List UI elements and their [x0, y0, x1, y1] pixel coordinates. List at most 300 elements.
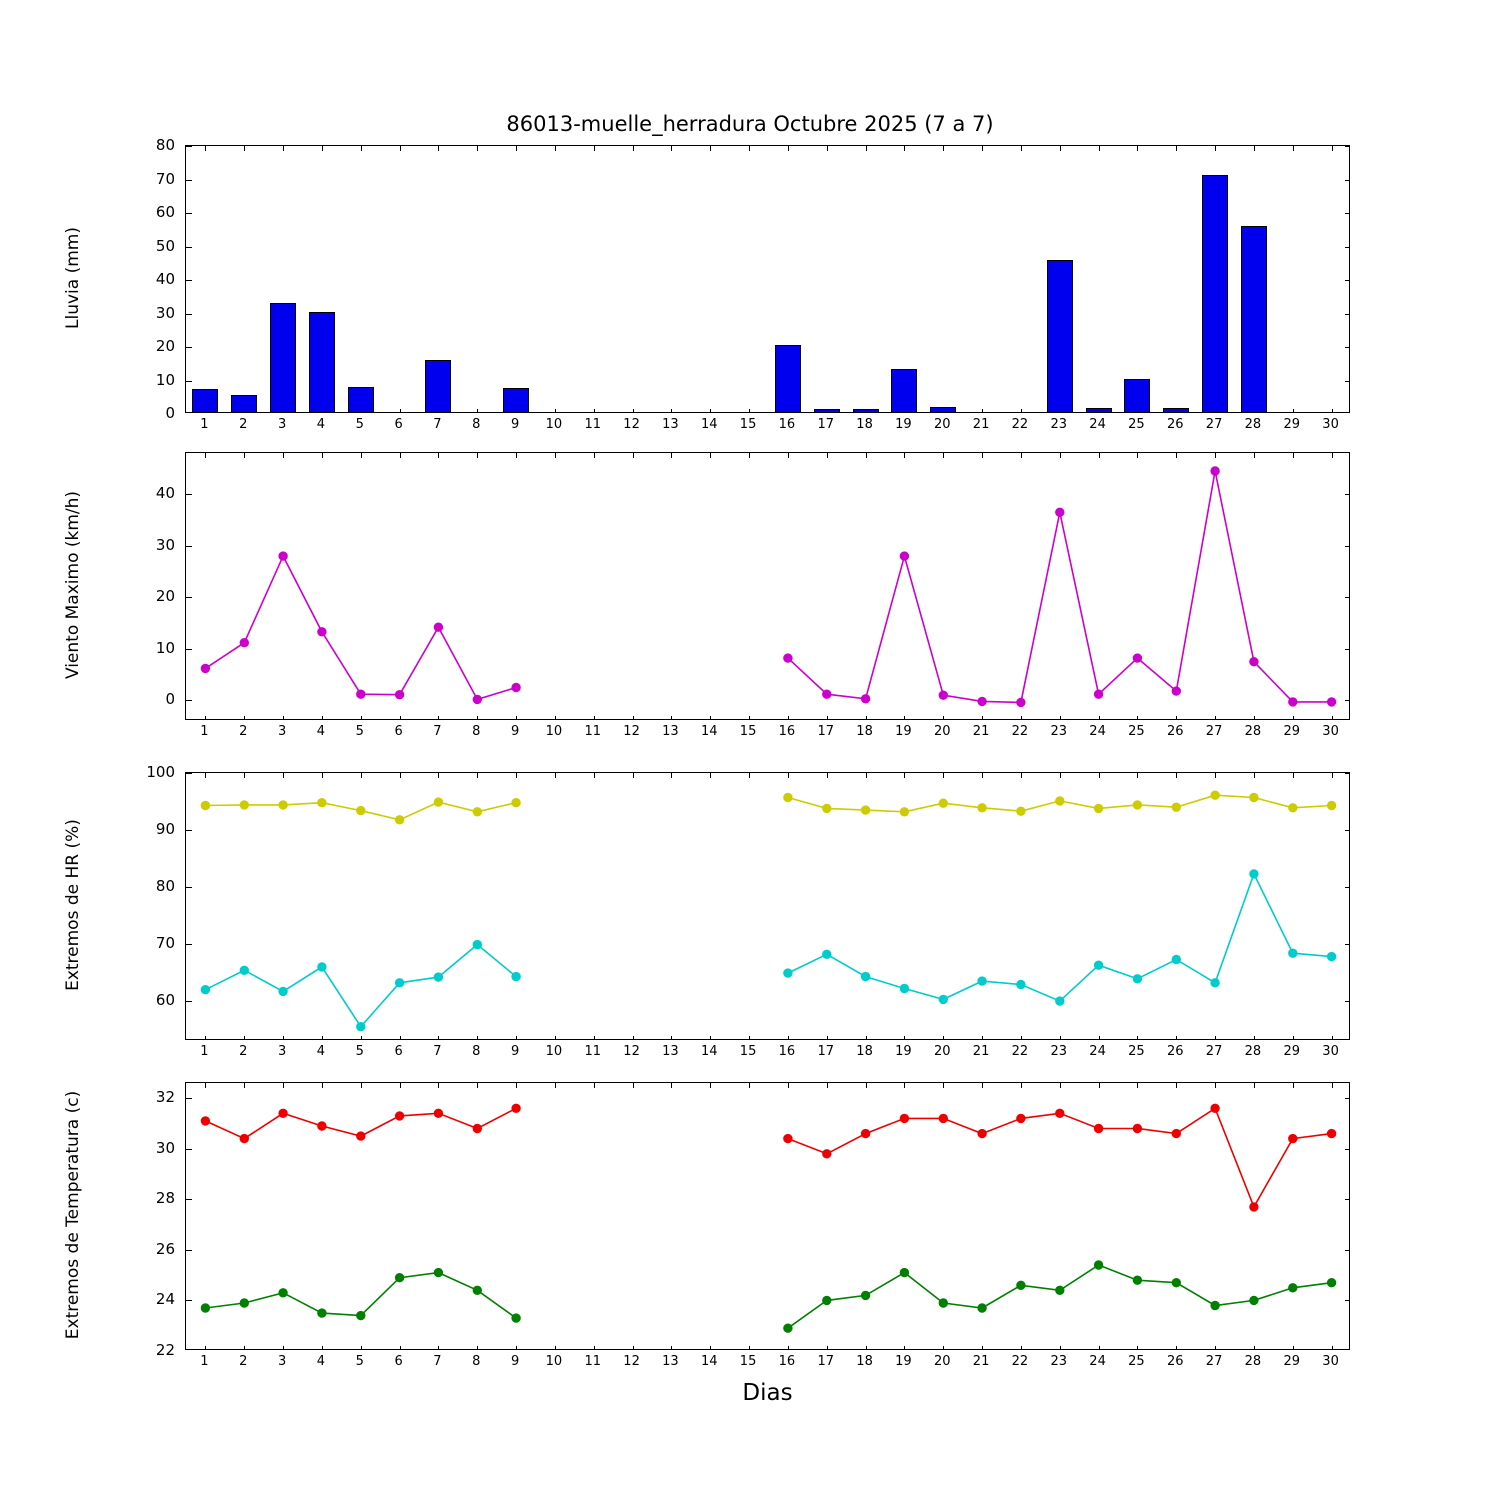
y-tick-mark [186, 213, 192, 214]
line-viento-0 [788, 471, 1332, 702]
point-temperatura-0-day-25 [1133, 1124, 1141, 1132]
point-temperatura-0-day-21 [978, 1129, 986, 1137]
point-humedad-1-day-2 [240, 966, 248, 974]
x-tick-label: 6 [394, 1044, 403, 1059]
bar-day-2 [231, 395, 257, 412]
y-tick-mark [1345, 347, 1349, 348]
point-viento-0-day-28 [1250, 658, 1258, 666]
point-viento-0-day-9 [512, 683, 520, 691]
point-temperatura-1-day-29 [1289, 1284, 1297, 1292]
x-tick-label: 14 [700, 724, 718, 739]
point-temperatura-0-day-26 [1172, 1129, 1180, 1137]
x-tick-label: 20 [933, 1044, 951, 1059]
x-tick-mark [1332, 146, 1333, 151]
y-tick-mark [1345, 180, 1349, 181]
y-tick-mark [186, 314, 192, 315]
x-tick-label: 27 [1205, 724, 1223, 739]
point-temperatura-1-day-9 [512, 1314, 520, 1322]
x-tick-label: 19 [895, 417, 912, 432]
x-tick-label: 6 [394, 417, 403, 432]
x-tick-label: 25 [1128, 724, 1145, 739]
x-tick-mark [438, 146, 439, 151]
x-tick-label: 24 [1089, 724, 1106, 739]
point-humedad-1-day-22 [1017, 980, 1025, 988]
y-tick-label: 10 [155, 370, 175, 389]
point-temperatura-1-day-30 [1327, 1279, 1335, 1287]
y-tick-mark [1345, 314, 1349, 315]
x-tick-mark [1332, 409, 1333, 412]
point-humedad-1-day-19 [900, 984, 908, 992]
point-temperatura-1-day-19 [900, 1268, 908, 1276]
x-tick-label: 12 [623, 1044, 640, 1059]
x-tick-label: 16 [778, 724, 796, 739]
point-temperatura-0-day-27 [1211, 1104, 1219, 1112]
x-tick-label: 26 [1166, 417, 1184, 432]
point-temperatura-0-day-20 [939, 1114, 947, 1122]
point-temperatura-0-day-24 [1094, 1124, 1102, 1132]
x-tick-mark [244, 146, 245, 151]
y-tick-label: 10 [155, 638, 175, 657]
x-tick-label: 18 [856, 1354, 873, 1369]
point-viento-0-day-2 [240, 639, 248, 647]
y-axis-label-viento: Viento Maximo (km/h) [63, 490, 83, 680]
x-tick-label: 2 [239, 724, 248, 739]
x-tick-label: 21 [972, 1354, 990, 1369]
bar-day-17 [814, 409, 840, 412]
x-tick-label: 13 [662, 417, 679, 432]
x-tick-label: 26 [1166, 1044, 1184, 1059]
x-tick-label: 10 [545, 724, 563, 739]
x-tick-label: 15 [739, 417, 757, 432]
x-tick-label: 13 [662, 1044, 679, 1059]
x-tick-label: 23 [1050, 417, 1068, 432]
line-humedad-1 [788, 874, 1332, 1001]
y-tick-label: 80 [155, 136, 175, 154]
x-tick-label: 4 [316, 417, 326, 432]
point-viento-0-day-21 [978, 697, 986, 705]
x-tick-label: 11 [584, 417, 602, 432]
x-tick-label: 23 [1050, 1044, 1068, 1059]
y-tick-label: 20 [155, 587, 175, 606]
panel-viento [185, 452, 1350, 720]
panel-temperatura [185, 1082, 1350, 1350]
y-tick-mark [186, 180, 192, 181]
point-temperatura-0-day-4 [318, 1122, 326, 1130]
y-tick-label: 20 [155, 337, 175, 355]
y-tick-label: 40 [155, 270, 175, 288]
point-temperatura-1-day-23 [1056, 1286, 1064, 1294]
point-temperatura-0-day-9 [512, 1104, 520, 1112]
plot-area-temperatura [186, 1083, 1349, 1349]
y-tick-mark [186, 247, 192, 248]
x-tick-mark [866, 146, 867, 151]
x-tick-label: 21 [972, 724, 990, 739]
point-temperatura-1-day-4 [318, 1309, 326, 1317]
point-humedad-0-day-23 [1056, 797, 1064, 805]
x-tick-mark [205, 146, 206, 151]
x-tick-label: 3 [277, 1044, 287, 1059]
x-tick-mark [555, 146, 556, 151]
x-tick-label: 10 [545, 417, 563, 432]
point-temperatura-0-day-18 [861, 1129, 869, 1137]
x-tick-label: 23 [1050, 724, 1068, 739]
y-axis-label-lluvia: Lluvia (mm) [63, 227, 83, 329]
x-tick-label: 17 [817, 1044, 835, 1059]
point-humedad-0-day-21 [978, 804, 986, 812]
y-tick-label: 80 [155, 877, 175, 896]
point-temperatura-1-day-7 [434, 1268, 442, 1276]
y-axis-label-temperatura: Extremos de Temperatura (c) [63, 1090, 83, 1340]
point-humedad-0-day-2 [240, 801, 248, 809]
x-tick-label: 20 [933, 724, 951, 739]
point-humedad-1-day-7 [434, 973, 442, 981]
x-tick-label: 22 [1011, 1354, 1029, 1369]
point-humedad-0-day-22 [1017, 807, 1025, 815]
x-tick-label: 22 [1011, 1044, 1029, 1059]
x-tick-mark [283, 146, 284, 151]
line-viento-0 [205, 556, 516, 699]
x-tick-label: 29 [1283, 417, 1301, 432]
point-humedad-0-day-19 [900, 808, 908, 816]
x-tick-mark [361, 146, 362, 151]
x-tick-mark [400, 146, 401, 151]
x-tick-label: 11 [584, 1044, 602, 1059]
x-tick-label: 30 [1322, 417, 1339, 432]
x-tick-label: 1 [200, 417, 209, 432]
x-tick-label: 3 [277, 417, 287, 432]
point-temperatura-0-day-29 [1289, 1134, 1297, 1142]
point-temperatura-0-day-22 [1017, 1114, 1025, 1122]
point-viento-0-day-18 [861, 695, 869, 703]
point-humedad-1-day-16 [784, 969, 792, 977]
x-tick-label: 5 [355, 724, 364, 739]
x-tick-label: 4 [316, 1044, 326, 1059]
point-viento-0-day-17 [823, 690, 831, 698]
point-humedad-1-day-27 [1211, 979, 1219, 987]
x-tick-label: 24 [1089, 1044, 1106, 1059]
x-tick-label: 4 [316, 1354, 326, 1369]
x-tick-label: 18 [856, 417, 873, 432]
panel-lluvia [185, 145, 1350, 413]
y-tick-label: 60 [155, 991, 175, 1010]
x-tick-label: 6 [394, 1354, 403, 1369]
x-tick-mark [827, 146, 828, 151]
x-tick-label: 12 [623, 1354, 640, 1369]
y-tick-label: 26 [155, 1239, 175, 1258]
point-humedad-1-day-8 [473, 940, 481, 948]
x-tick-label: 7 [433, 724, 442, 739]
bar-day-23 [1047, 260, 1073, 412]
x-tick-label: 5 [355, 417, 364, 432]
x-tick-label: 27 [1205, 1044, 1223, 1059]
point-viento-0-day-7 [434, 623, 442, 631]
x-tick-mark [1293, 409, 1294, 412]
plot-area-lluvia [186, 146, 1349, 412]
point-humedad-0-day-30 [1327, 801, 1335, 809]
x-tick-label: 13 [662, 1354, 679, 1369]
y-tick-mark [186, 280, 192, 281]
point-humedad-1-day-3 [279, 987, 287, 995]
point-humedad-0-day-25 [1133, 801, 1141, 809]
point-temperatura-1-day-28 [1250, 1296, 1258, 1304]
point-temperatura-0-day-17 [823, 1150, 831, 1158]
x-tick-mark [516, 146, 517, 151]
point-viento-0-day-8 [473, 695, 481, 703]
x-tick-label: 2 [239, 1044, 248, 1059]
x-tick-mark [788, 146, 789, 151]
bar-day-28 [1241, 226, 1267, 412]
point-humedad-0-day-6 [395, 816, 403, 824]
x-tick-label: 16 [778, 417, 796, 432]
x-tick-label: 30 [1322, 724, 1339, 739]
point-humedad-0-day-7 [434, 798, 442, 806]
x-tick-mark [1293, 146, 1294, 151]
point-humedad-0-day-1 [201, 801, 209, 809]
plot-area-humedad [186, 773, 1349, 1039]
x-tick-label: 2 [239, 417, 248, 432]
point-temperatura-1-day-16 [784, 1324, 792, 1332]
point-humedad-1-day-9 [512, 972, 520, 980]
x-tick-mark [982, 146, 983, 151]
x-tick-mark [671, 409, 672, 412]
x-tick-mark [1021, 409, 1022, 412]
x-tick-mark [1137, 146, 1138, 151]
x-tick-mark [477, 146, 478, 151]
x-tick-label: 12 [623, 724, 640, 739]
series-group-viento [186, 453, 1349, 719]
x-tick-label: 6 [394, 724, 403, 739]
y-tick-label: 50 [155, 236, 175, 255]
point-temperatura-1-day-21 [978, 1304, 986, 1312]
point-humedad-0-day-5 [357, 806, 365, 814]
bar-day-24 [1086, 408, 1112, 412]
page-title: 86013-muelle_herradura Octubre 2025 (7 a 7) [506, 112, 994, 136]
x-tick-mark [982, 409, 983, 412]
x-tick-label: 30 [1322, 1044, 1339, 1059]
point-temperatura-0-day-1 [201, 1117, 209, 1125]
x-tick-label: 8 [472, 1044, 481, 1059]
point-viento-0-day-4 [318, 628, 326, 636]
point-humedad-0-day-16 [784, 793, 792, 801]
point-temperatura-1-day-8 [473, 1286, 481, 1294]
y-axis-label-humedad: Extremos de HR (%) [63, 819, 83, 991]
y-tick-label: 30 [155, 535, 175, 554]
x-tick-label: 16 [778, 1354, 796, 1369]
x-tick-label: 8 [472, 1354, 481, 1369]
y-tick-label: 28 [155, 1189, 175, 1208]
bar-day-19 [891, 369, 917, 412]
y-tick-label: 0 [165, 690, 175, 709]
point-humedad-0-day-4 [318, 799, 326, 807]
x-tick-label: 9 [510, 724, 520, 739]
point-humedad-1-day-24 [1094, 961, 1102, 969]
bar-day-16 [775, 345, 801, 412]
x-tick-label: 24 [1089, 1354, 1106, 1369]
x-tick-mark [710, 146, 711, 151]
x-tick-mark [943, 146, 944, 151]
x-tick-mark [1021, 146, 1022, 151]
y-tick-mark [1345, 213, 1349, 214]
x-tick-label: 5 [355, 1354, 364, 1369]
point-viento-0-day-25 [1133, 654, 1141, 662]
x-tick-label: 4 [316, 724, 326, 739]
x-tick-label: 22 [1011, 724, 1029, 739]
point-viento-0-day-23 [1056, 508, 1064, 516]
x-tick-label: 19 [895, 1354, 912, 1369]
x-tick-mark [555, 409, 556, 412]
point-humedad-1-day-6 [395, 979, 403, 987]
bar-day-7 [425, 360, 451, 412]
x-tick-label: 26 [1166, 724, 1184, 739]
x-tick-label: 12 [623, 417, 640, 432]
point-viento-0-day-1 [201, 664, 209, 672]
x-tick-label: 15 [739, 724, 757, 739]
y-tick-mark [1345, 146, 1349, 147]
y-tick-label: 30 [155, 303, 175, 322]
y-tick-label: 0 [165, 404, 175, 422]
x-tick-label: 19 [895, 1044, 912, 1059]
x-tick-label: 23 [1050, 1354, 1068, 1369]
point-temperatura-1-day-22 [1017, 1281, 1025, 1289]
x-tick-label: 25 [1128, 1044, 1145, 1059]
x-tick-mark [633, 409, 634, 412]
x-tick-label: 3 [277, 724, 287, 739]
x-tick-label: 22 [1011, 417, 1029, 432]
point-temperatura-1-day-20 [939, 1299, 947, 1307]
point-temperatura-1-day-25 [1133, 1276, 1141, 1284]
x-tick-mark [594, 146, 595, 151]
line-temperatura-0 [788, 1108, 1332, 1207]
x-tick-label: 17 [817, 724, 835, 739]
y-tick-mark [1345, 381, 1349, 382]
x-tick-label: 27 [1205, 417, 1223, 432]
point-humedad-0-day-8 [473, 808, 481, 816]
x-tick-label: 3 [277, 1354, 287, 1369]
y-tick-label: 32 [155, 1088, 175, 1107]
bar-day-27 [1202, 175, 1228, 412]
x-tick-label: 13 [662, 724, 679, 739]
point-humedad-0-day-3 [279, 801, 287, 809]
point-humedad-0-day-18 [861, 806, 869, 814]
x-tick-mark [710, 409, 711, 412]
x-tick-mark [322, 146, 323, 151]
x-tick-label: 21 [972, 1044, 990, 1059]
point-humedad-0-day-28 [1250, 793, 1258, 801]
x-tick-label: 17 [817, 417, 835, 432]
point-humedad-1-day-25 [1133, 975, 1141, 983]
point-humedad-1-day-28 [1250, 870, 1258, 878]
x-tick-label: 28 [1244, 724, 1262, 739]
plot-area-viento [186, 453, 1349, 719]
point-humedad-0-day-29 [1289, 804, 1297, 812]
point-humedad-0-day-9 [512, 799, 520, 807]
x-tick-label: 27 [1205, 1354, 1223, 1369]
x-tick-label: 15 [739, 1354, 757, 1369]
point-temperatura-0-day-6 [395, 1112, 403, 1120]
x-tick-label: 9 [510, 1354, 520, 1369]
y-tick-label: 40 [155, 484, 175, 503]
x-tick-label: 9 [510, 1044, 520, 1059]
point-viento-0-day-22 [1017, 698, 1025, 706]
point-humedad-0-day-17 [823, 804, 831, 812]
point-temperatura-1-day-26 [1172, 1279, 1180, 1287]
y-tick-mark [186, 146, 192, 147]
bar-day-20 [930, 407, 956, 412]
x-tick-label: 2 [239, 1354, 248, 1369]
point-viento-0-day-19 [900, 552, 908, 560]
x-tick-mark [1099, 146, 1100, 151]
point-humedad-1-day-21 [978, 977, 986, 985]
x-tick-label: 25 [1128, 417, 1145, 432]
point-temperatura-0-day-19 [900, 1114, 908, 1122]
point-viento-0-day-16 [784, 654, 792, 662]
x-tick-mark [1176, 146, 1177, 151]
x-tick-label: 29 [1283, 1044, 1301, 1059]
point-viento-0-day-3 [279, 552, 287, 560]
x-tick-mark [749, 146, 750, 151]
point-temperatura-0-day-23 [1056, 1109, 1064, 1117]
x-tick-label: 25 [1128, 1354, 1145, 1369]
x-tick-label: 9 [510, 417, 520, 432]
point-humedad-1-day-18 [861, 972, 869, 980]
x-tick-label: 14 [700, 1354, 718, 1369]
bar-day-26 [1163, 408, 1189, 412]
point-viento-0-day-5 [357, 690, 365, 698]
point-viento-0-day-24 [1094, 690, 1102, 698]
panel-humedad [185, 772, 1350, 1040]
x-tick-label: 21 [972, 417, 990, 432]
line-humedad-1 [205, 945, 516, 1027]
x-tick-label: 10 [545, 1354, 563, 1369]
x-tick-label: 30 [1322, 1354, 1339, 1369]
x-tick-label: 15 [739, 1044, 757, 1059]
x-tick-label: 14 [700, 1044, 718, 1059]
x-tick-label: 28 [1244, 417, 1262, 432]
point-temperatura-0-day-2 [240, 1134, 248, 1142]
x-tick-label: 5 [355, 1044, 364, 1059]
point-humedad-1-day-20 [939, 995, 947, 1003]
point-humedad-1-day-4 [318, 963, 326, 971]
point-humedad-1-day-17 [823, 950, 831, 958]
x-tick-label: 1 [200, 1354, 209, 1369]
y-tick-mark [186, 347, 192, 348]
point-humedad-0-day-26 [1172, 803, 1180, 811]
point-temperatura-1-day-1 [201, 1304, 209, 1312]
point-viento-0-day-26 [1172, 687, 1180, 695]
x-tick-label: 14 [700, 417, 718, 432]
y-tick-label: 22 [155, 1341, 175, 1359]
point-viento-0-day-27 [1211, 467, 1219, 475]
x-tick-label: 20 [933, 417, 951, 432]
x-tick-mark [1060, 146, 1061, 151]
series-group-humedad [186, 773, 1349, 1039]
y-tick-label: 60 [155, 203, 175, 221]
x-tick-mark [904, 146, 905, 151]
point-viento-0-day-6 [395, 691, 403, 699]
x-tick-label: 1 [200, 724, 209, 739]
point-temperatura-1-day-18 [861, 1291, 869, 1299]
y-tick-mark [186, 381, 192, 382]
point-humedad-1-day-1 [201, 986, 209, 994]
x-tick-mark [1254, 146, 1255, 151]
x-tick-label: 8 [472, 417, 481, 432]
point-temperatura-0-day-8 [473, 1124, 481, 1132]
x-tick-label: 16 [778, 1044, 796, 1059]
x-tick-label: 7 [433, 1044, 442, 1059]
x-tick-label: 28 [1244, 1044, 1262, 1059]
x-tick-label: 18 [856, 1044, 873, 1059]
point-temperatura-1-day-17 [823, 1296, 831, 1304]
